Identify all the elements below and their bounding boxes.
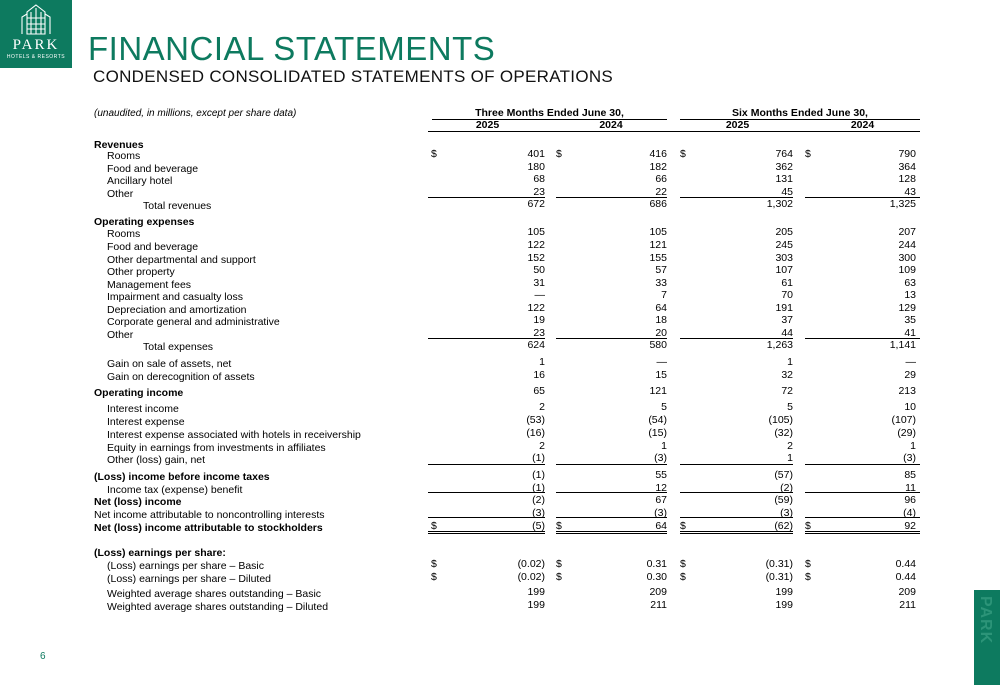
total-double-rule [805, 531, 920, 534]
table-cell: (3) [654, 507, 667, 519]
table-cell: — [534, 289, 545, 301]
table-cell: 1 [910, 440, 916, 452]
table-cell: 129 [898, 302, 916, 314]
subtotal-rule [680, 517, 793, 518]
table-cell: (105) [768, 414, 793, 426]
table-cell: 109 [898, 264, 916, 276]
table-cell: 128 [898, 173, 916, 185]
table-cell: 672 [527, 198, 545, 210]
row-label: Interest expense associated with hotels in receivership [107, 429, 361, 441]
year-header: 2025 [475, 119, 500, 131]
row-label: Net (loss) income attributable to stockholders [94, 522, 323, 534]
table-cell: 66 [655, 173, 667, 185]
row-label: Net income attributable to noncontrolling interests [94, 509, 325, 521]
row-label: (Loss) earnings per share – Basic [107, 560, 264, 572]
dollar-sign: $ [805, 558, 811, 570]
table-cell: 1 [539, 356, 545, 368]
subtotal-rule [428, 492, 545, 493]
row-label: Gain on sale of assets, net [107, 358, 232, 370]
table-cell: (16) [526, 427, 545, 439]
dollar-sign: $ [805, 571, 811, 583]
subtotal-rule [556, 492, 667, 493]
table-cell: 624 [527, 339, 545, 351]
table-cell: (1) [532, 469, 545, 481]
subtotal-rule [680, 492, 793, 493]
table-cell: 44 [781, 327, 793, 339]
table-cell: 22 [655, 186, 667, 198]
logo-tagline: HOTELS & RESORTS [6, 54, 66, 60]
table-cell: 35 [904, 314, 916, 326]
table-cell: 1,325 [889, 198, 916, 210]
row-label: Weighted average shares outstanding – Diluted [107, 601, 329, 613]
table-cell: (32) [774, 427, 793, 439]
table-cell: 63 [904, 277, 916, 289]
subtotal-rule [805, 492, 920, 493]
table-cell: 2 [539, 440, 545, 452]
table-cell: 764 [775, 148, 793, 160]
dollar-sign: $ [431, 148, 437, 160]
table-cell: 105 [527, 226, 545, 238]
table-cell: 211 [650, 599, 667, 611]
table-cell: 57 [655, 264, 667, 276]
table-cell: 1 [787, 452, 793, 464]
row-label: Net (loss) income [94, 496, 182, 508]
table-cell: — [905, 356, 916, 368]
dollar-sign: $ [556, 558, 562, 570]
table-cell: (3) [532, 507, 545, 519]
table-cell: 65 [533, 385, 545, 397]
table-cell: (59) [774, 494, 793, 506]
row-label: Depreciation and amortization [107, 304, 247, 316]
table-cell: 2 [787, 440, 793, 452]
subtotal-rule [680, 197, 793, 198]
dollar-sign: $ [556, 571, 562, 583]
park-logo [0, 0, 72, 68]
subtotal-rule [428, 338, 545, 339]
table-cell: 205 [775, 226, 793, 238]
total-double-rule [428, 531, 545, 534]
row-label: Other (loss) gain, net [107, 454, 206, 466]
period-header-six-months: Six Months Ended June 30, [732, 107, 868, 119]
row-label: Other departmental and support [107, 254, 256, 266]
subtotal-rule [556, 197, 667, 198]
table-cell: 92 [904, 520, 916, 532]
table-cell: 300 [898, 252, 916, 264]
table-cell: (29) [897, 427, 916, 439]
table-cell: (4) [903, 507, 916, 519]
table-cell: 199 [527, 586, 545, 598]
table-cell: 32 [781, 369, 793, 381]
dollar-sign: $ [556, 520, 562, 532]
table-cell: 67 [655, 494, 667, 506]
row-label: Management fees [107, 279, 192, 291]
row-label: Gain on derecognition of assets [107, 371, 255, 383]
row-label: Rooms [107, 228, 141, 240]
table-cell: (3) [654, 452, 667, 464]
row-label: (Loss) income before income taxes [94, 471, 270, 483]
table-cell: 245 [775, 239, 793, 251]
row-label: Food and beverage [107, 163, 199, 175]
subtotal-rule [556, 464, 667, 465]
table-cell: (15) [648, 427, 667, 439]
table-cell: 0.31 [646, 558, 667, 570]
table-cell: 20 [655, 327, 667, 339]
table-cell: 64 [655, 520, 667, 532]
row-label: Other [107, 188, 134, 200]
row-label: Operating income [94, 387, 184, 399]
period-header-three-months: Three Months Ended June 30, [475, 107, 624, 119]
row-label: Interest income [107, 403, 179, 415]
table-cell: 122 [527, 302, 545, 314]
table-cell: 72 [781, 385, 793, 397]
table-cell: (5) [532, 520, 545, 532]
subtotal-rule [805, 197, 920, 198]
dollar-sign: $ [431, 571, 437, 583]
table-cell: (62) [774, 520, 793, 532]
table-cell: 362 [775, 161, 793, 173]
table-cell: 55 [655, 469, 667, 481]
page-title: FINANCIAL STATEMENTS [88, 30, 496, 67]
table-note: (unaudited, in millions, except per share data) [94, 108, 297, 119]
table-cell: 41 [904, 327, 916, 339]
row-label: Interest expense [107, 416, 185, 428]
subtotal-rule [428, 517, 545, 518]
year-header: 2024 [599, 119, 623, 131]
table-cell: (107) [891, 414, 916, 426]
table-cell: 23 [533, 327, 545, 339]
subtotal-rule [805, 517, 920, 518]
subtotal-rule [805, 464, 920, 465]
table-cell: 10 [904, 401, 916, 413]
table-cell: 416 [649, 148, 667, 160]
row-label: Rooms [107, 150, 141, 162]
dollar-sign: $ [680, 571, 686, 583]
dollar-sign: $ [680, 520, 686, 532]
table-cell: 7 [661, 289, 667, 301]
table-cell: 244 [898, 239, 916, 251]
table-cell: 1 [787, 356, 793, 368]
row-label: Total expenses [143, 341, 214, 353]
subtotal-rule [680, 338, 793, 339]
subtotal-rule [428, 197, 545, 198]
table-cell: 43 [904, 186, 916, 198]
table-cell: 16 [533, 369, 545, 381]
dollar-sign: $ [805, 520, 811, 532]
table-cell: 5 [661, 401, 667, 413]
dollar-sign: $ [680, 558, 686, 570]
row-label: Food and beverage [107, 241, 199, 253]
dollar-sign: $ [431, 520, 437, 532]
row-label: Impairment and casualty loss [107, 291, 243, 303]
table-cell: 13 [904, 289, 916, 301]
table-cell: 37 [781, 314, 793, 326]
table-cell: 121 [649, 239, 667, 251]
table-cell: 191 [775, 302, 793, 314]
table-cell: (3) [780, 507, 793, 519]
table-cell: 50 [533, 264, 545, 276]
table-cell: 19 [533, 314, 545, 326]
table-cell: (2) [532, 494, 545, 506]
row-label: Operating expenses [94, 216, 195, 228]
table-cell: 182 [649, 161, 667, 173]
table-cell: 199 [775, 599, 793, 611]
table-cell: 15 [655, 369, 667, 381]
row-label: Total revenues [143, 200, 212, 212]
table-cell: 1,263 [766, 339, 793, 351]
table-cell: 686 [649, 198, 667, 210]
table-cell: 12 [655, 482, 667, 494]
table-cell: 96 [904, 494, 916, 506]
table-cell: (2) [780, 482, 793, 494]
table-cell: 180 [527, 161, 545, 173]
row-label: (Loss) earnings per share – Diluted [107, 573, 272, 585]
subtotal-rule [805, 338, 920, 339]
table-cell: 105 [649, 226, 667, 238]
page-subtitle: CONDENSED CONSOLIDATED STATEMENTS OF OPERATIONS [93, 67, 614, 86]
table-cell: 0.30 [646, 571, 667, 583]
row-label: Revenues [94, 139, 144, 151]
row-label: Other [107, 329, 134, 341]
table-cell: 401 [527, 148, 545, 160]
table-cell: 580 [649, 339, 667, 351]
table-cell: (54) [648, 414, 667, 426]
header-rule [428, 131, 920, 132]
table-cell: 85 [904, 469, 916, 481]
table-cell: (0.02) [517, 558, 545, 570]
table-cell: (0.31) [765, 571, 793, 583]
table-cell: — [656, 356, 667, 368]
dollar-sign: $ [431, 558, 437, 570]
table-cell: (0.31) [765, 558, 793, 570]
dollar-sign: $ [805, 148, 811, 160]
table-cell: 207 [898, 226, 916, 238]
table-cell: 122 [527, 239, 545, 251]
table-cell: 790 [898, 148, 916, 160]
row-label: Income tax (expense) benefit [107, 484, 243, 496]
table-cell: 1,141 [889, 339, 916, 351]
table-cell: 61 [781, 277, 793, 289]
subtotal-rule [428, 464, 545, 465]
table-cell: 23 [533, 186, 545, 198]
table-cell: 0.44 [895, 558, 916, 570]
table-cell: 31 [533, 277, 545, 289]
building-icon [0, 0, 72, 40]
table-cell: 5 [787, 401, 793, 413]
logo-wordmark: PARK [12, 37, 60, 53]
row-label: Equity in earnings from investments in affiliates [107, 442, 326, 454]
subtotal-rule [556, 338, 667, 339]
table-cell: 2 [539, 401, 545, 413]
subtotal-rule [680, 464, 793, 465]
table-cell: 155 [649, 252, 667, 264]
table-cell: 107 [775, 264, 793, 276]
table-cell: 131 [775, 173, 793, 185]
table-cell: 1,302 [766, 198, 793, 210]
table-cell: 29 [904, 369, 916, 381]
table-cell: 213 [898, 385, 916, 397]
table-cell: 199 [775, 586, 793, 598]
table-cell: 211 [899, 599, 916, 611]
table-cell: 364 [898, 161, 916, 173]
dollar-sign: $ [680, 148, 686, 160]
table-cell: 64 [655, 302, 667, 314]
year-header: 2025 [725, 119, 750, 131]
table-cell: 199 [527, 599, 545, 611]
table-cell: 303 [775, 252, 793, 264]
dollar-sign: $ [556, 148, 562, 160]
table-cell: (0.02) [517, 571, 545, 583]
page-number: 6 [40, 651, 46, 662]
row-label: Other property [107, 266, 175, 278]
row-label: Corporate general and administrative [107, 316, 280, 328]
row-label: Weighted average shares outstanding – Basic [107, 588, 322, 600]
table-cell: (57) [774, 469, 793, 481]
year-header: 2024 [850, 119, 875, 131]
subtotal-rule [556, 517, 667, 518]
table-cell: 209 [649, 586, 667, 598]
table-cell: 121 [649, 385, 667, 397]
table-cell: (53) [526, 414, 545, 426]
table-cell: 45 [781, 186, 793, 198]
table-cell: 0.44 [895, 571, 916, 583]
table-cell: 11 [905, 482, 916, 494]
side-brand-bar [974, 590, 1000, 685]
row-label: (Loss) earnings per share: [94, 547, 226, 559]
table-cell: 1 [661, 440, 667, 452]
side-brand-text: PARK [977, 596, 994, 645]
row-label: Ancillary hotel [107, 175, 173, 187]
table-cell: 33 [655, 277, 667, 289]
table-cell: (3) [903, 452, 916, 464]
table-cell: 152 [527, 252, 545, 264]
table-cell: 70 [781, 289, 793, 301]
table-cell: 68 [533, 173, 545, 185]
table-cell: 18 [655, 314, 667, 326]
total-double-rule [680, 531, 793, 534]
table-cell: (1) [532, 452, 545, 464]
total-double-rule [556, 531, 667, 534]
table-cell: (1) [532, 482, 545, 494]
table-cell: 209 [898, 586, 916, 598]
